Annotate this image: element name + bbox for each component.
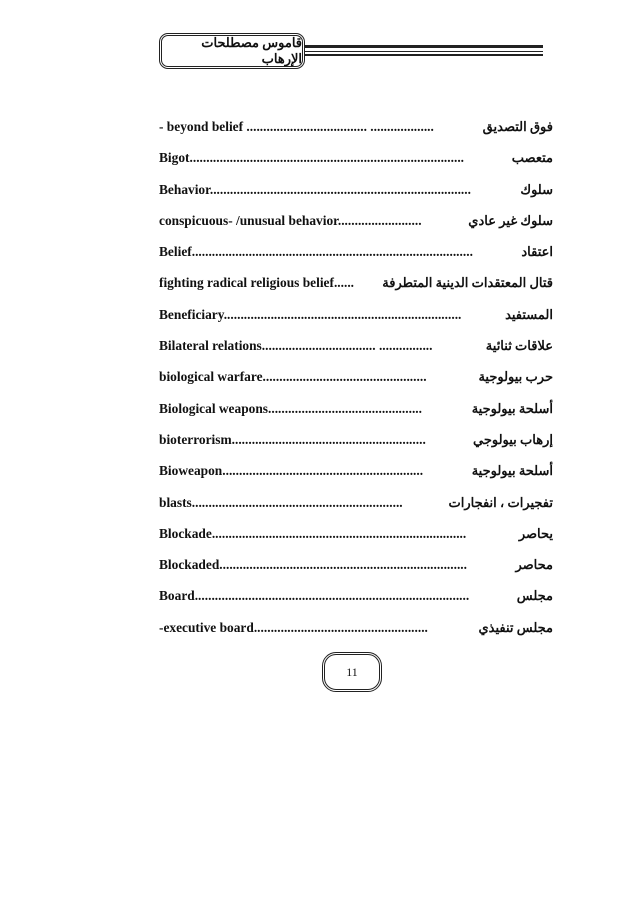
page-number-box — [322, 652, 382, 692]
english-term: bioterrorism.......................................................... — [159, 431, 426, 447]
english-term: blasts............................................................... — [159, 494, 403, 510]
glossary-entry — [159, 241, 553, 272]
glossary-entry — [159, 617, 553, 648]
english-term: fighting radical religious belief...... — [159, 275, 355, 291]
header-title-box — [159, 33, 305, 69]
glossary-entry — [159, 554, 553, 585]
arabic-term: علاقات ثنائية — [485, 338, 553, 354]
english-term: Bioweapon............................................................ — [159, 463, 424, 479]
english-term: Biological weapons.............................................. — [159, 400, 422, 416]
arabic-term: إرهاب بيولوجي — [473, 431, 553, 447]
english-term: Board.................................................................................. — [159, 588, 470, 604]
english-term: biological warfare................................................. — [159, 369, 427, 385]
header-rule-thick — [305, 45, 543, 48]
english-term: Behavior.............................................................................. — [159, 181, 471, 197]
arabic-term: محاصر — [515, 557, 553, 573]
english-term: Blockaded.......................................................................... — [159, 557, 467, 573]
page-number: 11 — [346, 664, 358, 679]
arabic-term: فوق التصديق — [482, 119, 553, 134]
header-rule-thin — [305, 51, 543, 52]
glossary-entry — [159, 492, 553, 523]
glossary-entry — [159, 210, 553, 241]
glossary-entry — [159, 585, 553, 616]
arabic-term: سلوك غير عادي — [468, 212, 553, 228]
english-term: Belief.................................................................................... — [159, 244, 473, 260]
arabic-term: أسلحة بيولوجية — [471, 400, 553, 416]
arabic-term: متعصب — [511, 150, 553, 166]
arabic-term: يحاصر — [518, 525, 553, 541]
arabic-term: قتال المعتقدات الدينية المتطرفة — [382, 275, 553, 291]
glossary-entry — [159, 523, 553, 554]
glossary-entry — [159, 460, 553, 491]
english-term: conspicuous- /unusual behavior......................... — [159, 212, 422, 228]
arabic-term: سلوك — [520, 181, 553, 197]
arabic-term: أسلحة بيولوجية — [471, 463, 553, 479]
glossary-entries — [159, 116, 553, 648]
glossary-entry — [159, 179, 553, 210]
arabic-term: تفجيرات ، انفجارات — [448, 494, 553, 510]
english-term: - beyond belief .................................... ................... — [159, 119, 434, 134]
glossary-entry — [159, 398, 553, 429]
glossary-entry — [159, 304, 553, 335]
header-rule-bottom — [305, 54, 543, 56]
english-term: -executive board.................................................... — [159, 619, 428, 635]
glossary-entry — [159, 147, 553, 178]
arabic-term: مجلس — [516, 588, 553, 604]
arabic-term: اعتقاد — [521, 244, 553, 260]
arabic-term: مجلس تنفيذي — [478, 619, 553, 635]
english-term: Bigot.................................................................................. — [159, 150, 465, 166]
glossary-entry — [159, 272, 553, 303]
english-term: Bilateral relations.................................. ................ — [159, 338, 433, 354]
arabic-term: المستفيد — [505, 306, 553, 322]
glossary-entry — [159, 429, 553, 460]
glossary-entry — [159, 366, 553, 397]
arabic-term: حرب بيولوجية — [478, 369, 553, 385]
glossary-entry — [159, 335, 553, 366]
glossary-entry — [159, 116, 553, 147]
english-term: Beneficiary....................................................................... — [159, 306, 462, 322]
header-title: قاموس مصطلحات الإرهاب — [201, 35, 302, 66]
english-term: Blockade............................................................................ — [159, 525, 467, 541]
